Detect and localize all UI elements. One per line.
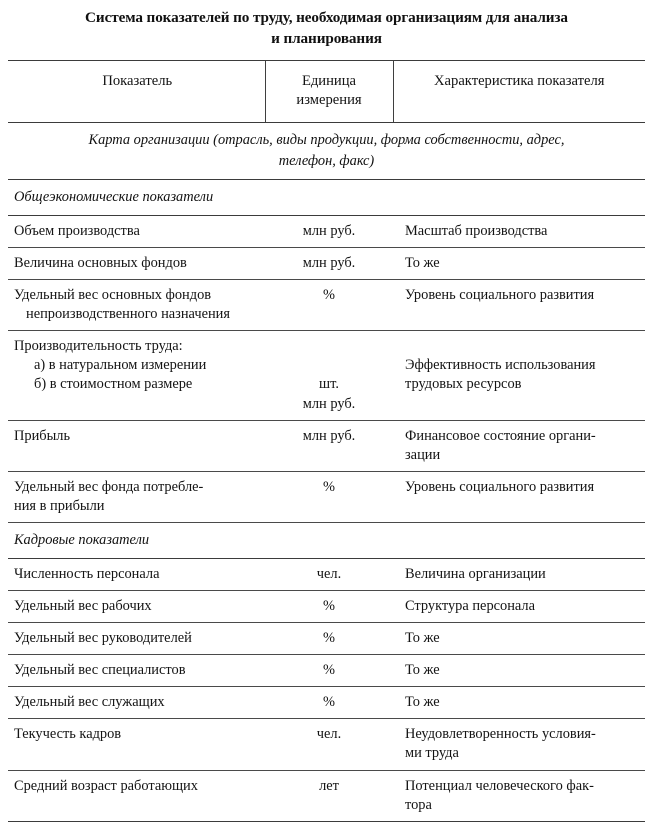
page-title [8,0,645,50]
row-unit-line-2: млн руб. [302,395,356,412]
row-indicator: Величина основных фондов [8,247,265,279]
row-characteristic: Уровень социального развития [393,279,645,330]
indicators-table [8,60,645,822]
org-card-text [8,123,645,180]
table-row [8,247,645,279]
row-indicator-line-2: ния в прибыли [14,498,105,515]
page-title-line-1: Система показателей по труду, необходимая организациям для анализа [85,9,568,26]
row-indicator-subitem-b: б) в стоимостном размере [34,376,193,393]
column-header-characteristic: Характеристика показателя [393,60,645,123]
row-characteristic: То же [393,655,645,687]
column-header-unit-line-1: Единица [301,72,357,89]
row-indicator-line-1: Удельный вес фонда потребле- [14,479,204,496]
row-characteristic: Величина организации [405,565,546,582]
row-indicator-line-2: непроизводственного назначения [26,305,231,322]
row-characteristic-line-2: ми труда [405,745,459,762]
row-characteristic: Уровень социального развития [393,472,645,523]
org-card-row [8,123,645,180]
row-characteristic: То же [393,247,645,279]
table-row [8,558,645,590]
row-unit: % [265,472,393,523]
row-characteristic-line-1: Эффективность использования [405,357,596,374]
row-unit: % [265,590,393,622]
row-characteristic-line-2: зации [405,446,441,463]
table-row [8,420,645,471]
row-indicator: Удельный вес служащих [8,687,265,719]
row-characteristic-line-1: Финансовое состояние органи- [405,427,596,444]
row-characteristic: Масштаб производства [393,215,645,247]
row-characteristic-line-1: Потенциал человеческого фак- [405,777,594,794]
row-indicator-lead: Производительность труда: [14,338,183,355]
row-indicator [8,472,265,523]
table-row [8,472,645,523]
row-characteristic [393,420,645,471]
row-indicator: Прибыль [8,420,265,471]
row-unit: % [265,279,393,330]
section-header-general-label: Общеэкономические показатели [8,180,645,215]
row-unit [265,331,393,421]
org-card-line-1: Карта организации (отрасль, виды продукции, форма собственности, адрес, [88,132,565,149]
row-characteristic [393,331,645,421]
row-characteristic-line-1: Неудовлетворенность условия- [405,726,596,743]
row-characteristic: То же [393,622,645,654]
row-unit: % [265,687,393,719]
row-characteristic: Структура персонала [393,590,645,622]
table-row [8,622,645,654]
row-characteristic [393,770,645,821]
row-unit-line-1: шт. [319,376,339,393]
table-row [8,687,645,719]
column-header-unit-line-2: измерения [296,92,362,109]
row-characteristic: То же [393,687,645,719]
row-indicator: Численность персонала [14,565,160,582]
section-header-personnel [8,523,645,558]
row-unit: чел. [265,719,393,770]
table-row [8,215,645,247]
row-indicator [8,279,265,330]
row-unit: % [265,655,393,687]
column-header-unit [265,60,393,123]
row-indicator: Удельный вес рабочих [8,590,265,622]
row-characteristic [393,719,645,770]
row-indicator: Средний возраст работающих [8,770,265,821]
table-row [8,279,645,330]
row-indicator: Текучесть кадров [8,719,265,770]
table-row [8,655,645,687]
row-indicator: Удельный вес специалистов [8,655,265,687]
row-characteristic-line-2: трудовых ресурсов [405,376,522,393]
row-indicator [8,331,265,421]
section-header-general [8,180,645,215]
page-title-line-2: и планирования [271,29,382,47]
section-header-personnel-label: Кадровые показатели [8,523,645,558]
row-indicator: Объем производства [8,215,265,247]
row-unit: % [265,622,393,654]
row-indicator-subitem-a: а) в натуральном измерении [34,357,207,374]
org-card-line-2: телефон, факс) [278,152,375,169]
table-header-row [8,60,645,123]
table-row [8,590,645,622]
table-row [8,331,645,421]
column-header-indicator: Показатель [8,60,265,123]
row-unit: млн руб. [265,247,393,279]
row-indicator: Удельный вес руководителей [8,622,265,654]
row-characteristic-line-2: тора [405,796,432,813]
row-unit: млн руб. [265,420,393,471]
table-row [8,719,645,770]
row-unit: млн руб. [265,215,393,247]
table-row [8,770,645,821]
row-unit: чел. [316,565,342,582]
row-unit: лет [265,770,393,821]
row-indicator-line-1: Удельный вес основных фондов [14,286,212,303]
